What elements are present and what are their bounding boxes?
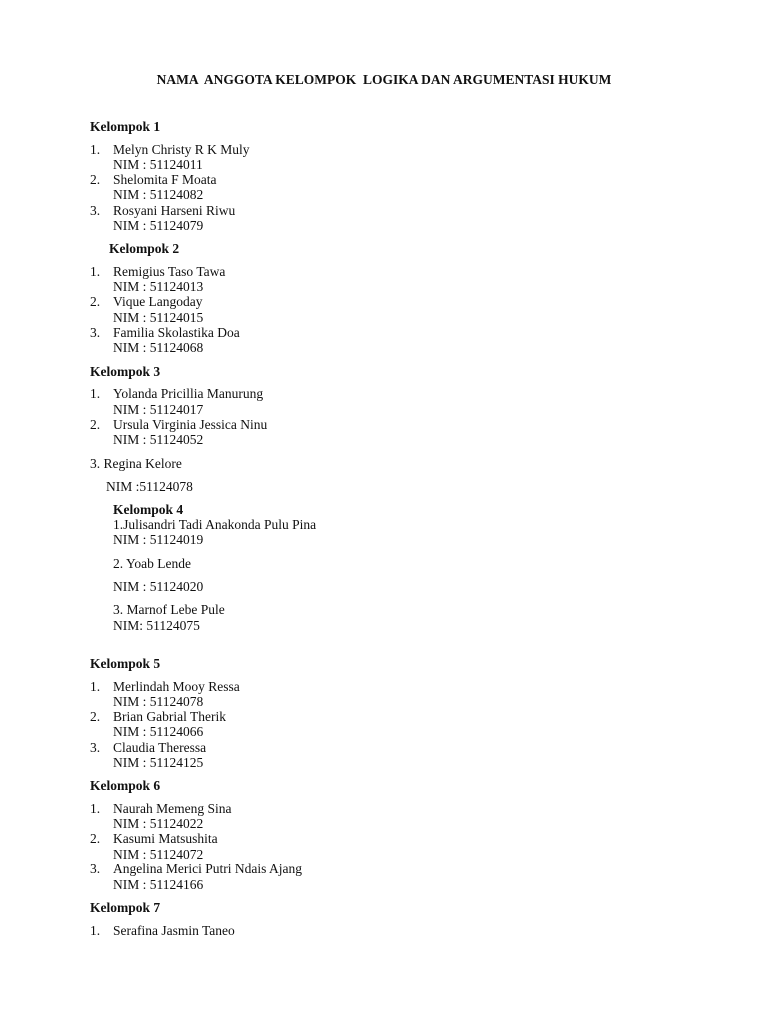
member-nim: NIM : 51124052 [113, 432, 204, 447]
member-number: 3. [90, 203, 101, 218]
member-name: Angelina Merici Putri Ndais Ajang [113, 861, 302, 876]
page-title: NAMA ANGGOTA KELOMPOK LOGIKA DAN ARGUMENTASI HUKUM [156, 72, 612, 87]
member-name: 2. Yoab Lende [113, 556, 191, 571]
member-nim: NIM : 51124066 [113, 724, 204, 739]
member-name: Kasumi Matsushita [113, 831, 218, 846]
member-number: 2. [90, 417, 101, 432]
member-number: 1. [90, 264, 101, 279]
member-number: 1. [90, 801, 101, 816]
group-heading: Kelompok 2 [109, 241, 180, 256]
member-name: Serafina Jasmin Taneo [113, 923, 235, 938]
member-name: Familia Skolastika Doa [113, 325, 240, 340]
member-name: Rosyani Harseni Riwu [113, 203, 236, 218]
member-nim: NIM : 51124022 [113, 816, 204, 831]
member-number: 1. [90, 923, 101, 938]
member-nim: NIM : 51124015 [113, 310, 204, 325]
member-nim: NIM : 51124020 [113, 579, 204, 594]
member-name: Shelomita F Moata [113, 172, 217, 187]
member-name: 1.Julisandri Tadi Anakonda Pulu Pina [113, 517, 317, 532]
member-nim: NIM : 51124078 [113, 694, 204, 709]
member-name: Claudia Theressa [113, 740, 207, 755]
member-name: Merlindah Mooy Ressa [113, 679, 240, 694]
member-nim: NIM : 51124011 [113, 157, 203, 172]
member-number: 3. [90, 740, 101, 755]
member-nim: NIM : 51124125 [113, 755, 204, 770]
member-number: 1. [90, 386, 101, 401]
member-nim: NIM : 51124068 [113, 340, 204, 355]
member-nim: NIM : 51124019 [113, 532, 204, 547]
member-number: 3. [90, 325, 101, 340]
group-heading: Kelompok 3 [90, 364, 161, 379]
member-nim: NIM: 51124075 [113, 618, 200, 633]
member-number: 3. [90, 861, 101, 876]
member-nim: NIM : 51124072 [113, 847, 204, 862]
member-nim: NIM : 51124166 [113, 877, 204, 892]
group-heading: Kelompok 4 [113, 502, 184, 517]
member-number: 2. [90, 709, 101, 724]
member-number: 1. [90, 142, 101, 157]
group-heading: Kelompok 5 [90, 656, 161, 671]
group-heading: Kelompok 7 [90, 900, 161, 915]
member-number: 2. [90, 831, 101, 846]
member-number: 1. [90, 679, 101, 694]
member-number: 2. [90, 172, 101, 187]
member-name: Brian Gabrial Therik [113, 709, 226, 724]
member-name: Yolanda Pricillia Manurung [113, 386, 264, 401]
group-heading: Kelompok 6 [90, 778, 161, 793]
member-name: Melyn Christy R K Muly [113, 142, 250, 157]
group-heading: Kelompok 1 [90, 119, 161, 134]
member-name: Remigius Taso Tawa [113, 264, 226, 279]
member-nim: NIM : 51124082 [113, 187, 204, 202]
member-nim: NIM : 51124013 [113, 279, 204, 294]
member-name: 3. Marnof Lebe Pule [113, 602, 225, 617]
member-nim: NIM : 51124079 [113, 218, 204, 233]
member-name: Naurah Memeng Sina [113, 801, 232, 816]
member-number: 2. [90, 294, 101, 309]
member-nim: NIM :51124078 [106, 479, 193, 494]
member-name: Ursula Virginia Jessica Ninu [113, 417, 268, 432]
member-nim: NIM : 51124017 [113, 402, 204, 417]
member-name: Vique Langoday [113, 294, 203, 309]
member-name: 3. Regina Kelore [90, 456, 182, 471]
